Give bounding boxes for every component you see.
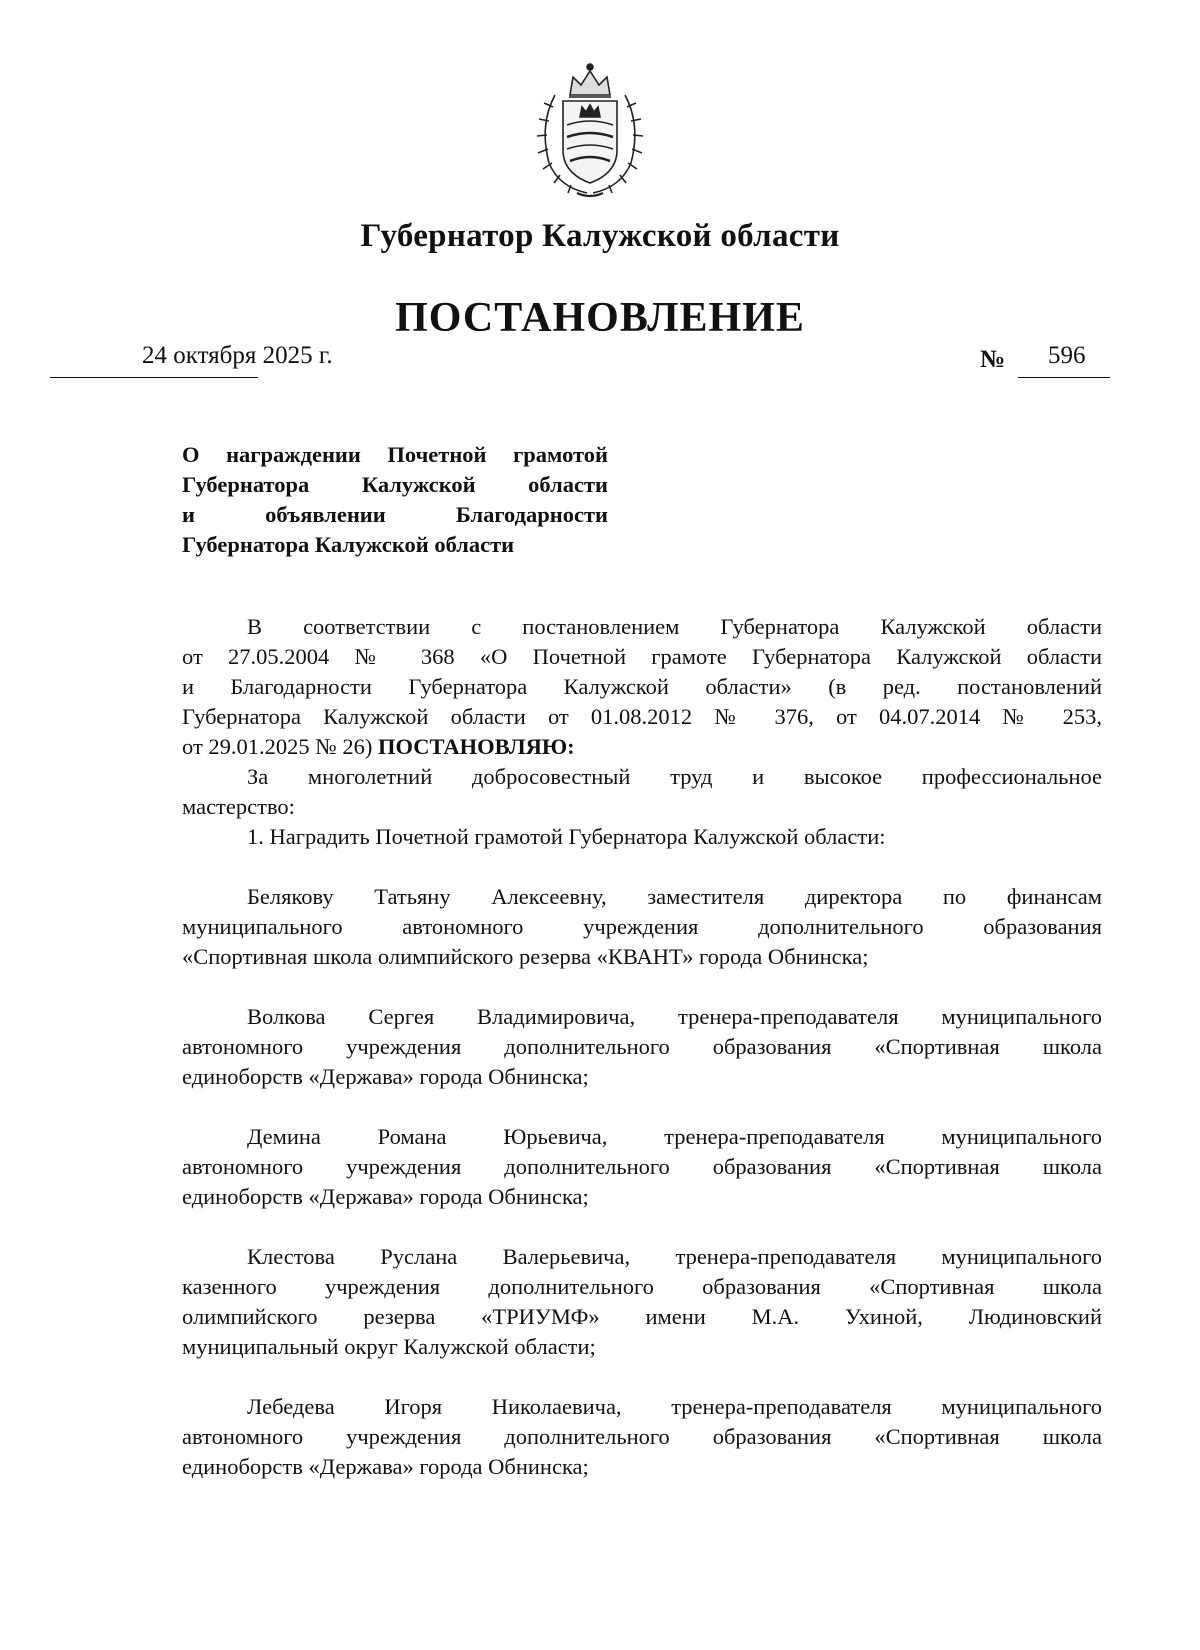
awardee-line: единоборств «Держава» города Обнинска; — [182, 1454, 589, 1479]
subject-line: Губернатора Калужской области — [182, 472, 608, 497]
document-date-field — [50, 342, 333, 382]
awardee-line: «Спортивная школа олимпийского резерва «КВАНТ» города Обнинска; — [182, 944, 869, 969]
awardee-line: муниципальный округ Калужской области; — [182, 1334, 596, 1359]
date-underline — [50, 377, 258, 378]
preamble-line: от 27.05.2004 № 368 «О Почетной грамоте Губернатора Калужской области — [182, 644, 1102, 669]
paragraph-gap — [182, 852, 1102, 882]
item-heading: 1. Наградить Почетной грамотой Губернатора Калужской области: — [247, 824, 886, 849]
reason-line: За многолетний добросовестный труд и высокое профессиональное — [247, 764, 1102, 789]
awardee-line: муниципального автономного учреждения дополнительного образования — [182, 914, 1102, 939]
awardee-line: олимпийского резерва «ТРИУМФ» имени М.А. Ухиной, Людиновский — [182, 1304, 1102, 1329]
coat-of-arms-emblem — [525, 55, 655, 200]
paragraph-gap — [182, 1212, 1102, 1242]
document-subject — [182, 440, 608, 560]
paragraph-gap — [182, 1092, 1102, 1122]
preamble-line: Губернатора Калужской области от 01.08.2012 № 376, от 04.07.2014 № 253, — [182, 704, 1102, 729]
subject-line: и объявлении Благодарности — [182, 502, 608, 527]
number-sign: № — [980, 346, 1006, 373]
preamble-line: от 29.01.2025 № 26) — [182, 734, 378, 759]
document-date: 24 октября 2025 г. — [142, 342, 333, 369]
document-number-field — [980, 342, 1120, 384]
awardee-line: Клестова Руслана Валерьевича, тренера-преподавателя муниципального — [247, 1244, 1102, 1269]
awardee-line: единоборств «Держава» города Обнинска; — [182, 1184, 589, 1209]
awardee-line: автономного учреждения дополнительного образования «Спортивная школа — [182, 1154, 1102, 1179]
paragraph-gap — [182, 1362, 1102, 1392]
decree-word: ПОСТАНОВЛЯЮ: — [378, 734, 575, 759]
awardee-line: казенного учреждения дополнительного образования «Спортивная школа — [182, 1274, 1102, 1299]
document-body — [182, 612, 1102, 1482]
awardee-line: Демина Романа Юрьевича, тренера-преподавателя муниципального — [247, 1124, 1102, 1149]
subject-line: Губернатора Калужской области — [182, 532, 515, 557]
document-number: 596 — [1048, 342, 1086, 369]
awardee-line: автономного учреждения дополнительного образования «Спортивная школа — [182, 1424, 1102, 1449]
preamble-last-line — [182, 732, 1102, 762]
awardee-line: Белякову Татьяну Алексеевну, заместителя директора по финансам — [247, 884, 1102, 909]
document-type-title: ПОСТАНОВЛЕНИЕ — [395, 295, 805, 341]
preamble-line: В соответствии с постановлением Губернатора Калужской области — [247, 614, 1102, 639]
subject-line: О награждении Почетной грамотой — [182, 442, 608, 467]
reason-line: мастерство: — [182, 794, 295, 819]
paragraph-gap — [182, 972, 1102, 1002]
awardee-line: Волкова Сергея Владимировича, тренера-преподавателя муниципального — [247, 1004, 1102, 1029]
number-underline — [1018, 377, 1110, 378]
issuing-authority: Губернатор Калужской области — [360, 218, 840, 254]
awardee-line: Лебедева Игоря Николаевича, тренера-преподавателя муниципального — [247, 1394, 1102, 1419]
awardee-line: единоборств «Держава» города Обнинска; — [182, 1064, 589, 1089]
preamble-line: и Благодарности Губернатора Калужской области» (в ред. постановлений — [182, 674, 1102, 699]
awardee-line: автономного учреждения дополнительного образования «Спортивная школа — [182, 1034, 1102, 1059]
